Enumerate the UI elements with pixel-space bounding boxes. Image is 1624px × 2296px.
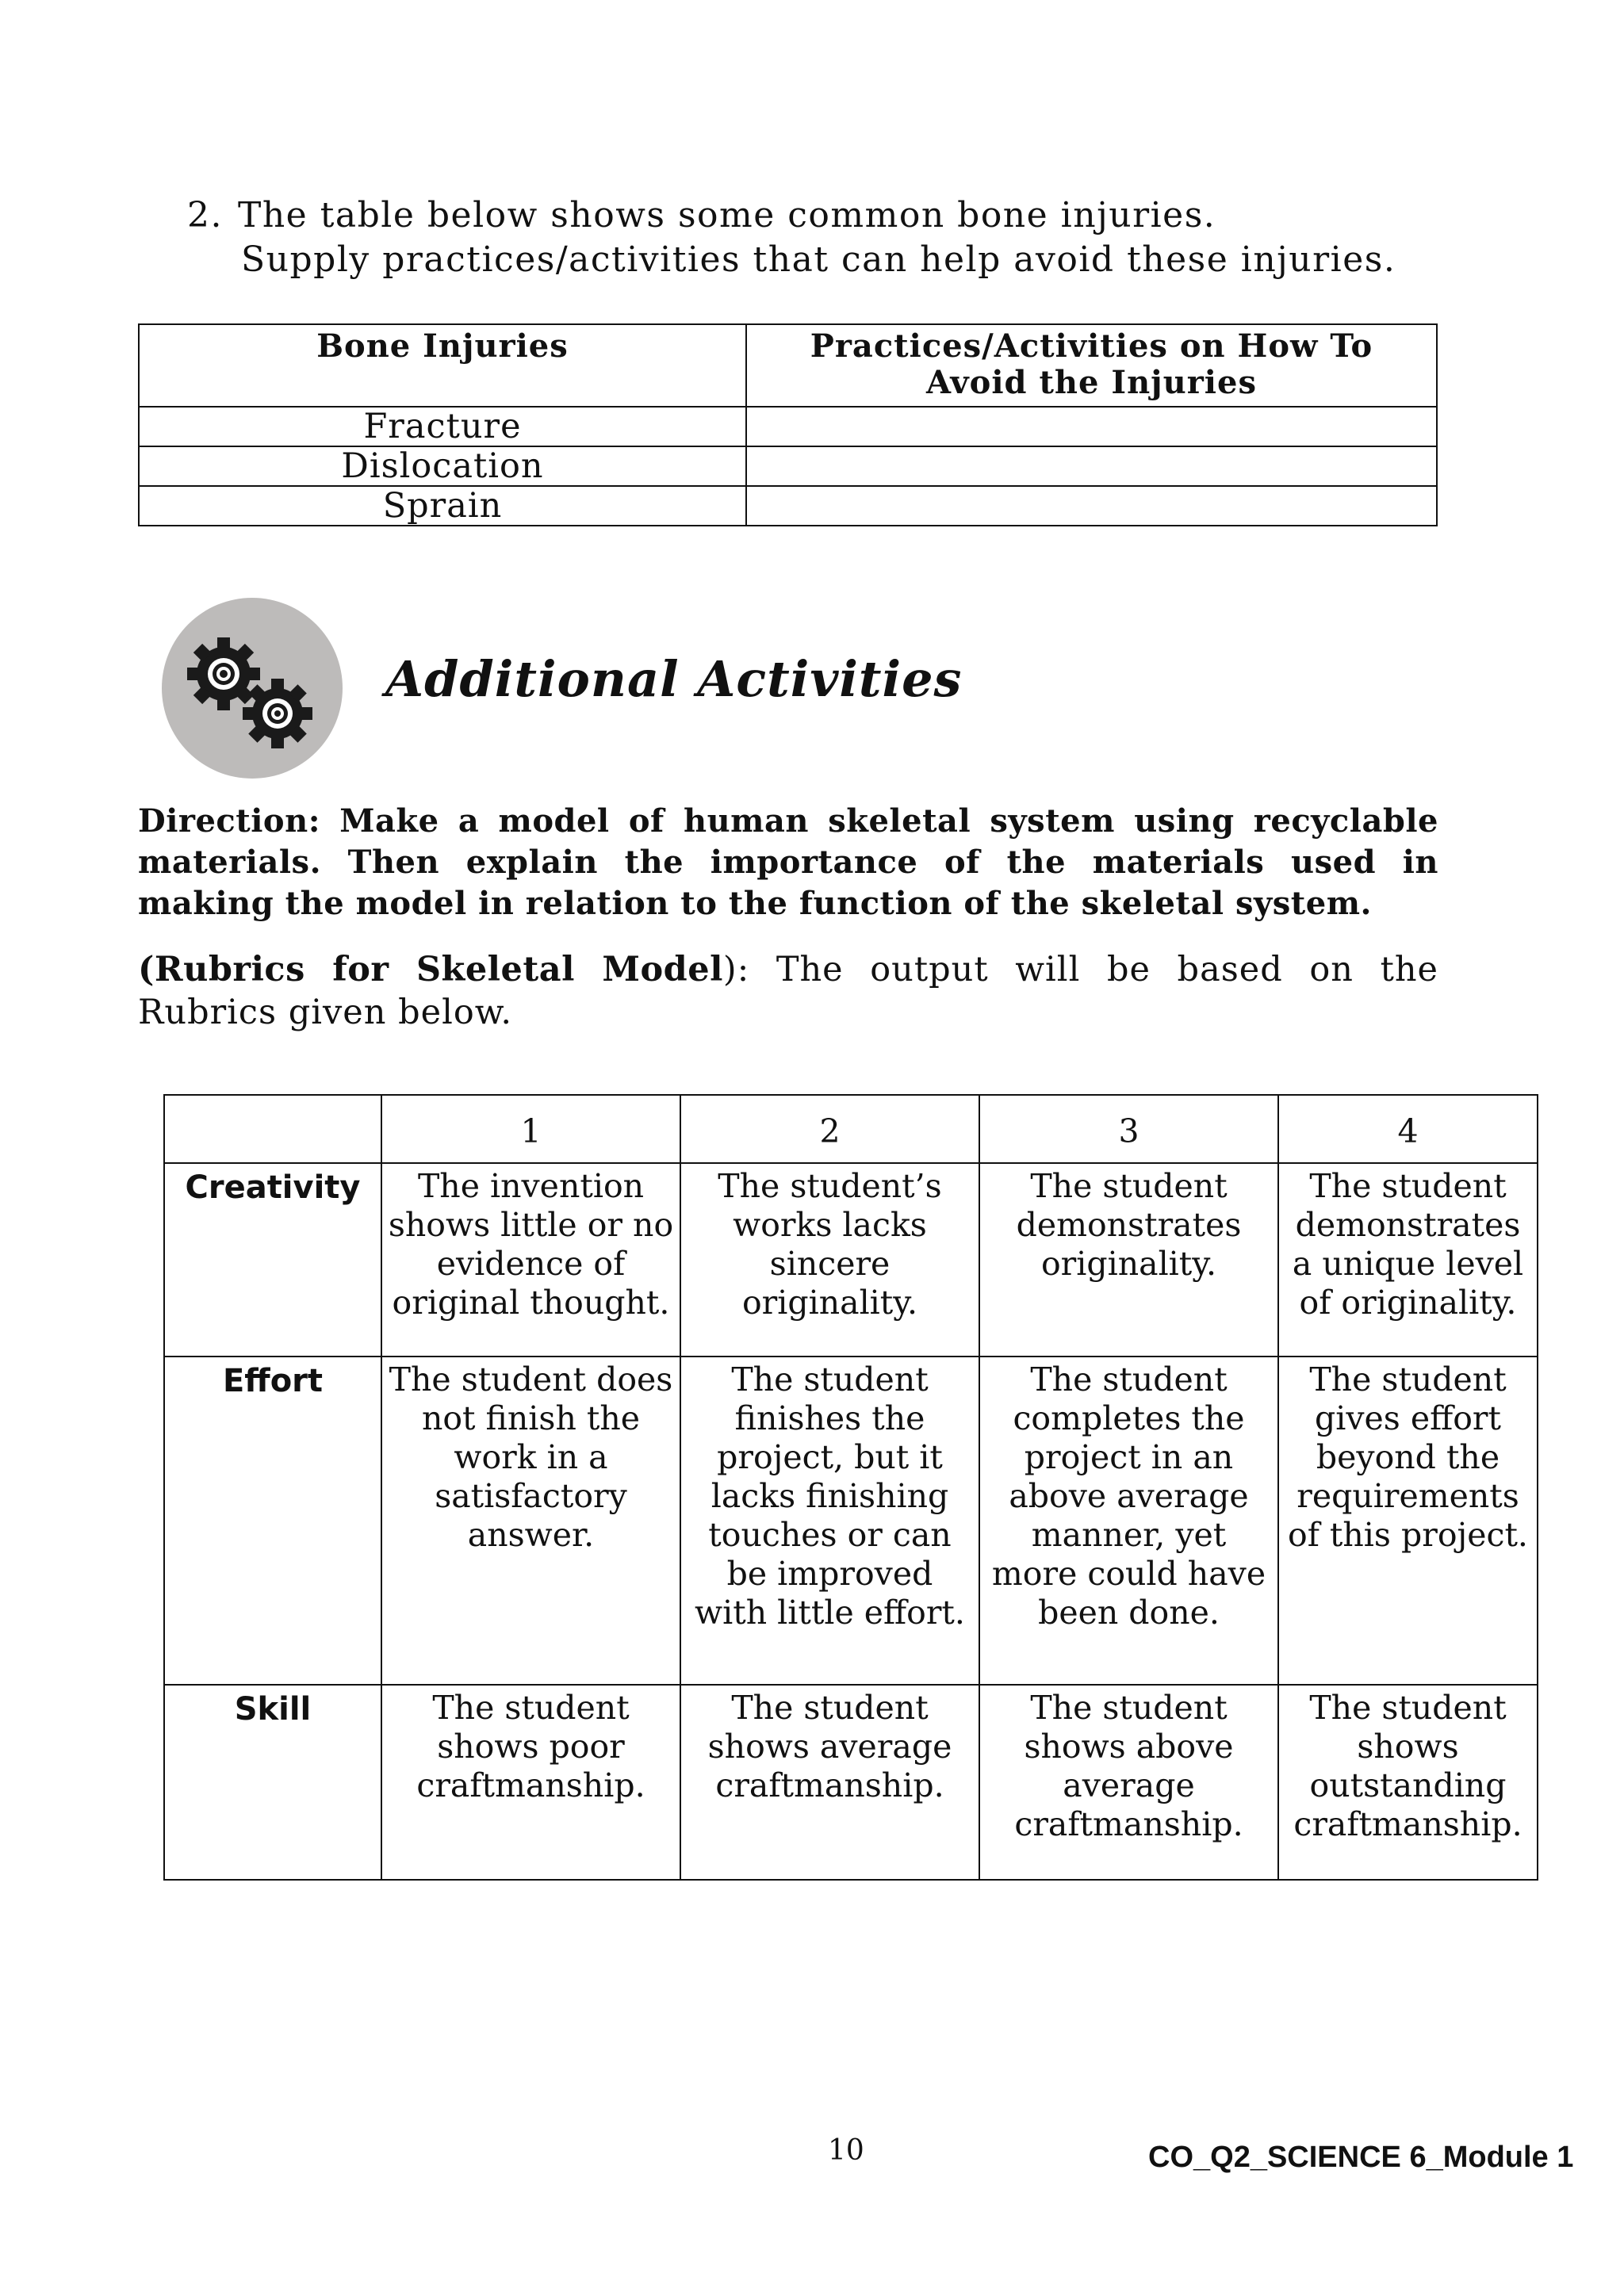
rubric-table (163, 1094, 1538, 1881)
question-line-1: The table below shows some common bone injuries. (238, 195, 1216, 235)
score-header: 3 (979, 1095, 1278, 1163)
practice-cell[interactable] (746, 446, 1437, 486)
rubric-cell: The student finishes the project, but it lacks finishing touches or can be improved with little effort. (680, 1357, 979, 1685)
page-number: 10 (828, 2134, 864, 2167)
question-line-2: Supply practices/activities that can help avoid these injuries. (241, 239, 1396, 280)
rubric-cell: The invention shows little or no evidence of original thought. (381, 1163, 680, 1357)
rubric-intro-bold: (Rubrics for Skeletal Model (138, 950, 723, 989)
rubric-header-row (164, 1095, 1538, 1163)
score-header: 4 (1278, 1095, 1538, 1163)
injury-cell: Dislocation (139, 446, 746, 486)
practice-cell[interactable] (746, 486, 1437, 526)
rubric-cell: The student’s works lacks sincere originality. (680, 1163, 979, 1357)
bone-injuries-table (138, 323, 1438, 526)
item-number: 2. (187, 195, 223, 235)
rubric-intro-rest: ): The output will be based on the Rubrics given below. (138, 950, 1439, 1032)
rubric-cell: The student demonstrates a unique level of originality. (1278, 1163, 1538, 1357)
section-title: Additional Activities (385, 650, 963, 708)
table-header-row (139, 324, 1437, 407)
injury-cell: Sprain (139, 486, 746, 526)
direction-text: Direction: Make a model of human skeletal system using recyclable materials. Then explain the importance of the materials used in making the model in relation to the function of the skeletal system. (138, 802, 1438, 922)
rubric-cell: The student demonstrates originality. (979, 1163, 1278, 1357)
rubric-row-creativity (164, 1163, 1538, 1357)
module-code: CO_Q2_SCIENCE 6_Module 1 (1148, 2141, 1574, 2174)
rubric-cell: The student completes the project in an above average manner, yet more could have been done. (979, 1357, 1278, 1685)
criterion-label: Creativity (164, 1163, 381, 1357)
practice-cell[interactable] (746, 407, 1437, 446)
score-header: 2 (680, 1095, 979, 1163)
table-row (139, 446, 1437, 486)
rubric-row-effort (164, 1357, 1538, 1685)
rubric-cell: The student gives effort beyond the requirements of this project. (1278, 1357, 1538, 1685)
gears-icon (162, 598, 343, 779)
table-row (139, 486, 1437, 526)
score-header: 1 (381, 1095, 680, 1163)
rubric-cell: The student does not finish the work in a satisfactory answer. (381, 1357, 680, 1685)
column-header-injuries: Bone Injuries (139, 324, 746, 407)
criterion-label: Skill (164, 1685, 381, 1880)
column-header-practices (746, 324, 1437, 407)
rubric-intro (138, 948, 1438, 1034)
rubric-cell: The student shows poor craftmanship. (381, 1685, 680, 1880)
injury-cell: Fracture (139, 407, 746, 446)
criterion-label: Effort (164, 1357, 381, 1685)
rubric-row-skill (164, 1685, 1538, 1880)
table-row (139, 407, 1437, 446)
rubric-corner-cell (164, 1095, 381, 1163)
column-header-practices-label: Practices/Activities on How To Avoid the Injuries (810, 327, 1373, 401)
rubric-cell: The student shows average craftmanship. (680, 1685, 979, 1880)
rubric-cell: The student shows outstanding craftmanship. (1278, 1685, 1538, 1880)
rubric-cell: The student shows above average craftmanship. (979, 1685, 1278, 1880)
